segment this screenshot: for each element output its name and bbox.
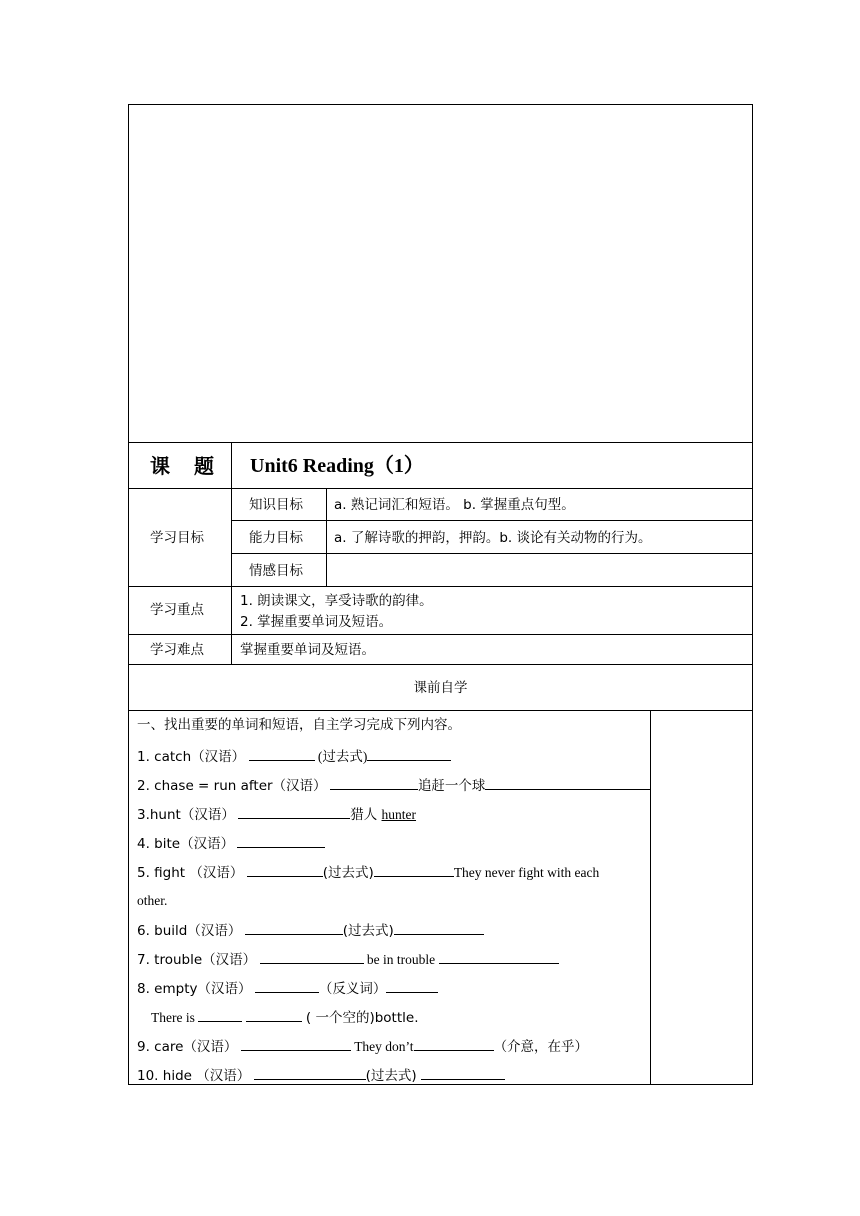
item-text: 追赶一个球 <box>417 778 486 794</box>
goal-value-knowledge: a. 熟记词汇和短语。 b. 掌握重点句型。 <box>334 497 575 513</box>
answer-blank[interactable] <box>237 834 325 848</box>
answer-blank[interactable] <box>330 776 418 790</box>
item-text: (过去式) <box>322 865 374 881</box>
item-prompt: 6. build（汉语） <box>137 923 242 939</box>
item-text: There is <box>151 1010 199 1025</box>
answer-blank[interactable] <box>198 1008 242 1022</box>
list-item <box>137 863 599 882</box>
goal-value-ability: a. 了解诗歌的押韵，押韵。b. 谈论有关动物的行为。 <box>334 530 652 546</box>
list-item <box>137 776 651 795</box>
answer-blank[interactable] <box>246 1008 302 1022</box>
item-text: (过去式) <box>314 749 368 764</box>
preview-heading: 课前自学 <box>413 680 468 696</box>
table-border-top <box>128 104 753 105</box>
answer-blank[interactable] <box>238 805 350 819</box>
answer-blank[interactable] <box>254 1066 366 1080</box>
row-divider <box>128 664 753 665</box>
col-divider <box>650 710 651 1085</box>
item-prompt: 10. hide （汉语） <box>137 1068 251 1084</box>
table-border-left <box>128 104 129 1085</box>
item-text: （反义词） <box>318 981 387 997</box>
col-divider <box>231 586 232 664</box>
answer-blank[interactable] <box>247 863 323 877</box>
row-divider <box>128 586 753 587</box>
row-divider <box>128 442 753 443</box>
answer-blank[interactable] <box>485 776 651 790</box>
answer-blank[interactable] <box>421 1066 505 1080</box>
item-prompt: 3.hunt（汉语） <box>137 807 235 823</box>
item-text: They never fight with each <box>453 865 600 880</box>
preview-intro: 一、找出重要的单词和短语，自主学习完成下列内容。 <box>137 717 461 733</box>
difficulties-label: 学习难点 <box>150 642 204 658</box>
answer-blank[interactable] <box>249 747 315 761</box>
list-item <box>137 979 438 998</box>
item-text: be in trouble <box>363 952 439 967</box>
item-text: ( 一个空的)bottle. <box>301 1010 419 1026</box>
goal-name-knowledge: 知识目标 <box>249 497 303 513</box>
row-divider <box>128 488 753 489</box>
item-prompt: 2. chase = run after（汉语） <box>137 778 327 794</box>
topic-title: Unit6 Reading（1） <box>250 455 424 477</box>
row-divider <box>128 634 753 635</box>
col-divider <box>326 488 327 586</box>
topic-label: 课 题 <box>150 454 216 478</box>
item-prompt: 9. care（汉语） <box>137 1039 238 1055</box>
item-text: (过去式) <box>342 923 394 939</box>
list-item <box>137 834 325 853</box>
item-text: (过去式) <box>365 1068 421 1084</box>
difficulties-value: 掌握重要单词及短语。 <box>240 642 375 658</box>
row-divider <box>231 520 753 521</box>
key-point-1: 1. 朗读课文，享受诗歌的韵律。 <box>240 593 433 609</box>
item-text: 猎人 <box>350 807 382 823</box>
list-item <box>137 1066 505 1085</box>
item-text: They don’t <box>350 1039 414 1054</box>
list-item <box>137 747 451 766</box>
answer-blank[interactable] <box>255 979 319 993</box>
list-item <box>137 1037 588 1056</box>
answer-blank[interactable] <box>241 1037 351 1051</box>
row-divider <box>128 710 753 711</box>
item-prompt: 8. empty（汉语） <box>137 981 252 997</box>
col-divider <box>231 442 232 488</box>
goal-name-emotion: 情感目标 <box>249 563 303 579</box>
answer-blank[interactable] <box>414 1037 494 1051</box>
item-prompt: 7. trouble（汉语） <box>137 952 257 968</box>
item-text: hunter <box>381 807 417 822</box>
answer-blank[interactable] <box>260 950 364 964</box>
row-divider <box>231 553 753 554</box>
goal-name-ability: 能力目标 <box>249 530 303 546</box>
goals-label: 学习目标 <box>150 530 204 546</box>
list-item <box>151 1008 419 1027</box>
answer-blank[interactable] <box>374 863 454 877</box>
key-points-label: 学习重点 <box>150 602 204 618</box>
answer-blank[interactable] <box>367 747 451 761</box>
list-item <box>137 921 484 940</box>
item-text: （介意，在乎） <box>493 1039 589 1055</box>
answer-blank[interactable] <box>386 979 438 993</box>
key-point-2: 2. 掌握重要单词及短语。 <box>240 614 393 630</box>
answer-blank[interactable] <box>394 921 484 935</box>
list-item <box>137 805 416 824</box>
col-divider <box>231 488 232 586</box>
item-prompt: 4. bite（汉语） <box>137 836 235 852</box>
item-continuation: other. <box>137 893 168 908</box>
answer-blank[interactable] <box>439 950 559 964</box>
item-prompt: 5. fight （汉语） <box>137 865 244 881</box>
item-prompt: 1. catch（汉语） <box>137 749 246 765</box>
table-border-right <box>752 104 753 1085</box>
list-item <box>137 950 559 969</box>
answer-blank[interactable] <box>245 921 343 935</box>
